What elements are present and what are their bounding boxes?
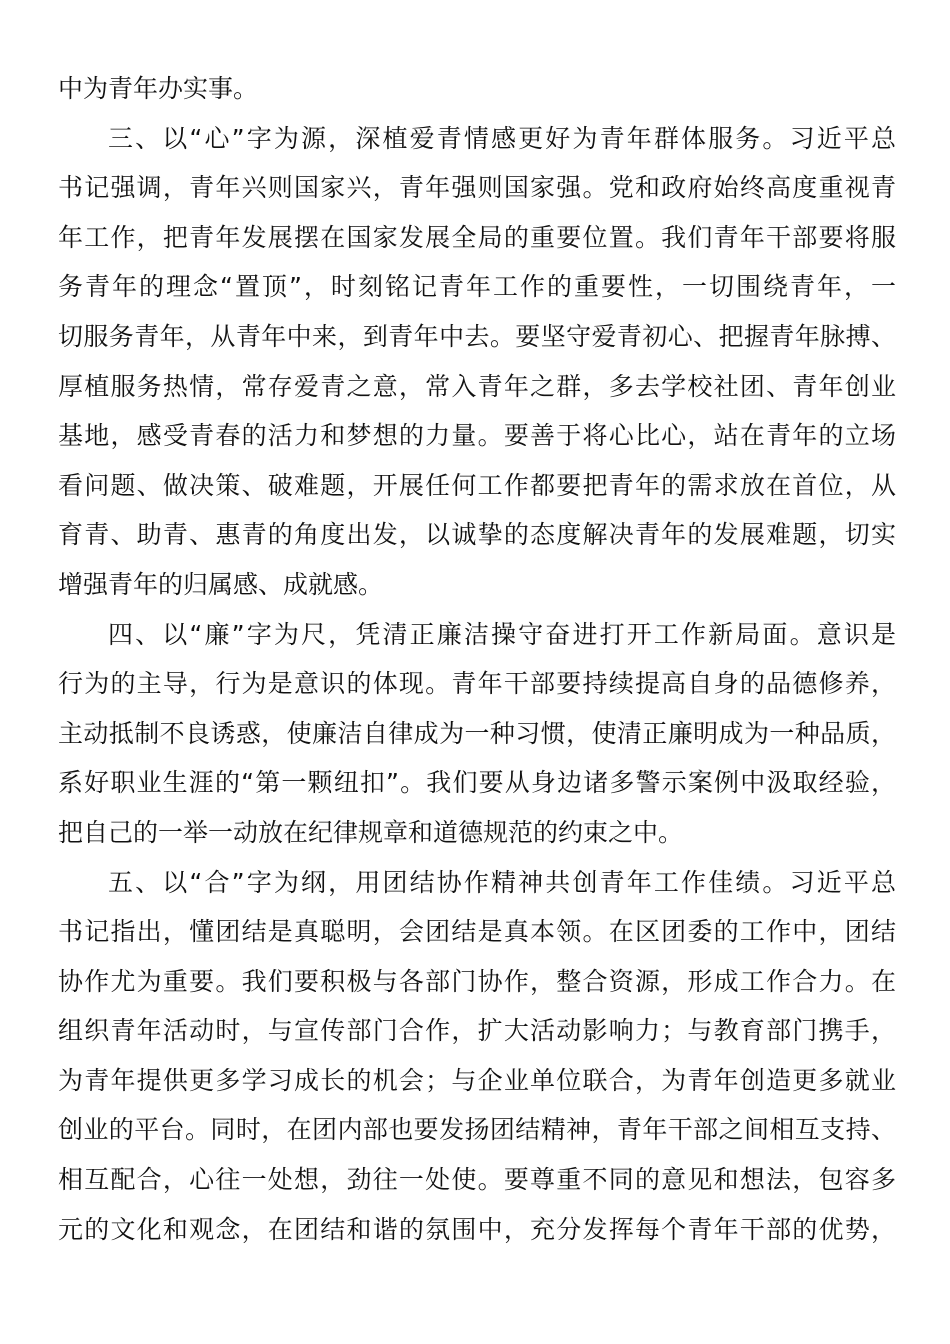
text-line: 增强青年的归属感、成就感。 <box>58 569 384 599</box>
text-line: 书记指出，懂团结是真聪明，会团结是真本领。在区团委的工作中，团结 <box>58 917 896 947</box>
text-line: 务青年的理念“置顶”，时刻铭记青年工作的重要性，一切围绕青年，一 <box>58 272 896 302</box>
text-line: 三、以“心”字为源，深植爱青情感更好为青年群体服务。习近平总 <box>108 123 896 153</box>
text-line: 主动抵制不良诱惑，使廉洁自律成为一种习惯，使清正廉明成为一种品质， <box>58 718 896 748</box>
text-line: 切服务青年，从青年中来，到青年中去。要坚守爱青初心、把握青年脉搏、 <box>58 321 896 351</box>
text-line: 育青、助青、惠青的角度出发，以诚挚的态度解决青年的发展难题，切实 <box>58 520 896 550</box>
text-line: 协作尤为重要。我们要积极与各部门协作，整合资源，形成工作合力。在 <box>58 966 896 996</box>
text-line: 组织青年活动时，与宣传部门合作，扩大活动影响力；与教育部门携手， <box>58 1016 896 1046</box>
text-line: 基地，感受青春的活力和梦想的力量。要善于将心比心，站在青年的立场 <box>58 421 896 451</box>
document-body <box>58 64 896 1254</box>
text-line: 为青年提供更多学习成长的机会；与企业单位联合，为青年创造更多就业 <box>58 1065 896 1095</box>
text-line: 中为青年办实事。 <box>58 74 259 103</box>
text-line: 书记强调，青年兴则国家兴，青年强则国家强。党和政府始终高度重视青 <box>58 173 896 203</box>
text-line: 四、以“廉”字为尺，凭清正廉洁操守奋进打开工作新局面。意识是 <box>108 619 896 649</box>
text-line: 厚植服务热情，常存爱青之意，常入青年之群，多去学校社团、青年创业 <box>58 371 896 401</box>
text-line: 系好职业生涯的“第一颗纽扣”。我们要从身边诸多警示案例中汲取经验， <box>58 768 896 798</box>
text-line: 年工作，把青年发展摆在国家发展全局的重要位置。我们青年干部要将服 <box>58 222 896 252</box>
text-line: 创业的平台。同时，在团内部也要发扬团结精神，青年干部之间相互支持、 <box>58 1115 896 1145</box>
text-line: 看问题、做决策、破难题，开展任何工作都要把青年的需求放在首位，从 <box>58 470 896 500</box>
text-line: 行为的主导，行为是意识的体现。青年干部要持续提高自身的品德修养， <box>58 669 896 699</box>
text-line: 相互配合，心往一处想，劲往一处使。要尊重不同的意见和想法，包容多 <box>58 1165 896 1195</box>
text-line: 把自己的一举一动放在纪律规章和道德规范的约束之中。 <box>58 817 684 847</box>
text-line: 五、以“合”字为纲，用团结协作精神共创青年工作佳绩。习近平总 <box>108 867 896 897</box>
text-line: 元的文化和观念，在团结和谐的氛围中，充分发挥每个青年干部的优势， <box>58 1214 896 1244</box>
